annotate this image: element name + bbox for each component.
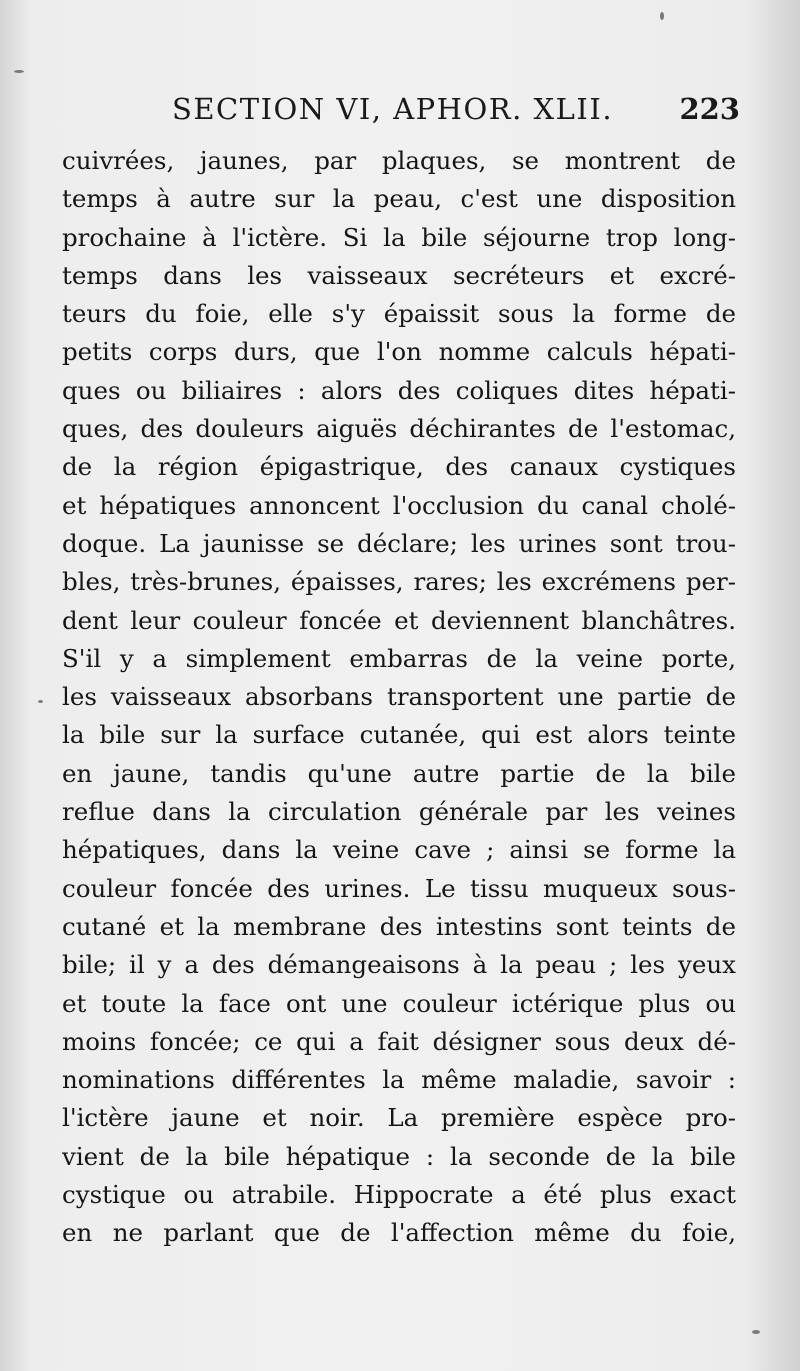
text-line: cutané et la membrane des intestins sont teints de <box>62 911 736 941</box>
text-line: S'il y a simplement embarras de la veine porte, <box>62 643 736 673</box>
ink-speck <box>660 12 664 20</box>
text-line: teurs du foie, elle s'y épaissit sous la forme de <box>62 299 736 329</box>
text-line: couleur foncée des urines. Le tissu muqueux sous- <box>62 873 736 903</box>
text-line: les vaisseaux absorbans transportent une partie de <box>62 682 736 712</box>
text-line: temps à autre sur la peau, c'est une disposition <box>62 184 736 214</box>
text-line: et hépatiques annoncent l'occlusion du canal cholé- <box>62 490 736 520</box>
text-line: bile; il y a des démangeaisons à la peau ; les yeux <box>62 950 736 980</box>
text-line: de la région épigastrique, des canaux cystiques <box>62 452 736 482</box>
text-line: en jaune, tandis qu'une autre partie de la bile <box>62 758 736 788</box>
text-line: temps dans les vaisseaux secréteurs et excré- <box>62 260 736 290</box>
text-line: ques ou biliaires : alors des coliques dites hépati- <box>62 375 736 405</box>
text-line: ques, des douleurs aiguës déchirantes de l'estomac, <box>62 414 736 444</box>
running-title: SECTION VI, APHOR. XLII. <box>172 92 614 126</box>
ink-speck <box>14 70 24 73</box>
page-number: 223 <box>679 92 740 126</box>
text-line: petits corps durs, que l'on nomme calculs hépati- <box>62 337 736 367</box>
ink-speck <box>752 1330 760 1334</box>
text-line: et toute la face ont une couleur ictérique plus ou <box>62 988 736 1018</box>
text-line: l'ictère jaune et noir. La première espèce pro- <box>62 1103 736 1133</box>
text-line: nominations différentes la même maladie, savoir : <box>62 1065 736 1095</box>
ink-speck <box>38 700 43 703</box>
text-line: vient de la bile hépatique : la seconde de la bile <box>62 1141 736 1171</box>
body-text <box>62 142 736 1253</box>
text-line: prochaine à l'ictère. Si la bile séjourne trop long- <box>62 222 736 252</box>
text-line: dent leur couleur foncée et deviennent blanchâtres. <box>62 605 736 635</box>
text-line: la bile sur la surface cutanée, qui est alors teinte <box>62 720 736 750</box>
text-line: cuivrées, jaunes, par plaques, se montrent de <box>62 146 736 175</box>
running-head <box>60 92 740 136</box>
text-line: reflue dans la circulation générale par les veines <box>62 797 736 827</box>
text-line: cystique ou atrabile. Hippocrate a été plus exact <box>62 1180 736 1210</box>
text-line: en ne parlant que de l'affection même du foie, <box>62 1218 736 1248</box>
text-line: hépatiques, dans la veine cave ; ainsi se forme la <box>62 835 736 865</box>
text-line: moins foncée; ce qui a fait désigner sous deux dé- <box>62 1026 736 1056</box>
text-line: bles, très-brunes, épaisses, rares; les excrémens per- <box>62 567 736 597</box>
text-line: doque. La jaunisse se déclare; les urines sont trou- <box>62 528 736 558</box>
